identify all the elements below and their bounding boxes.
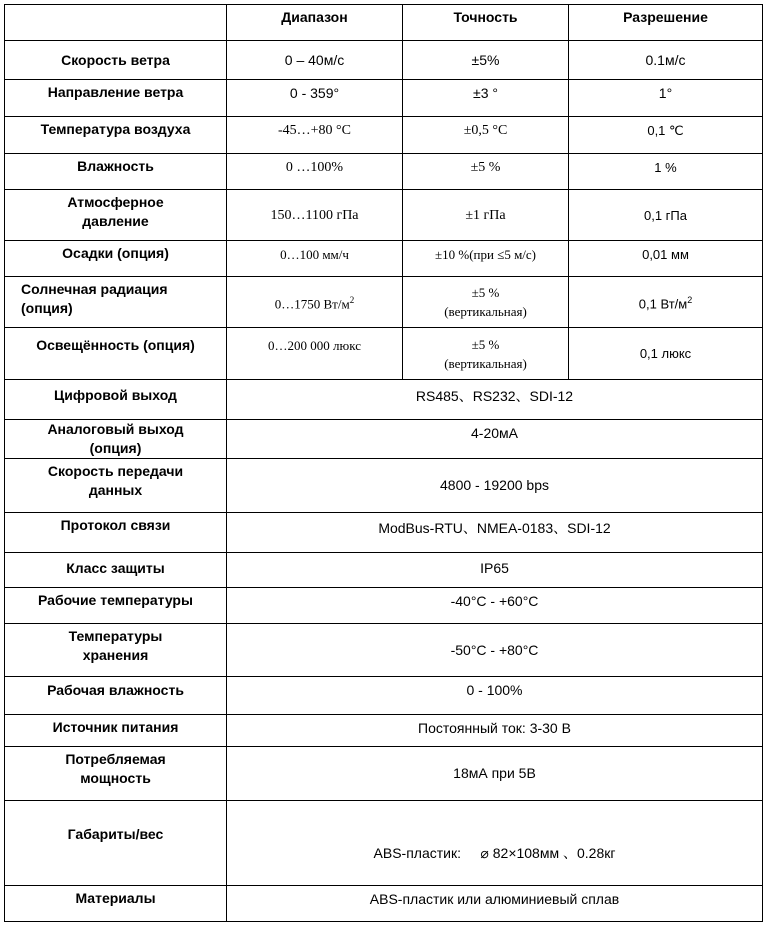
table-row: [5, 624, 763, 677]
accuracy-line-1: ±5 %: [471, 285, 500, 300]
row-label: [5, 190, 227, 241]
range-value: [227, 277, 403, 328]
accuracy-line-2: (вертикальная): [444, 304, 527, 319]
resolution-value: 0,01 мм: [569, 241, 763, 277]
range-value: 0 - 359°: [227, 80, 403, 117]
row-label: Рабочая влажность: [5, 677, 227, 715]
spec-value: Постоянный ток: 3-30 В: [227, 715, 763, 747]
table-row: [5, 190, 763, 241]
table-row: [5, 154, 763, 190]
accuracy-value: ±1 гПа: [403, 190, 569, 241]
table-row: [5, 677, 763, 715]
specifications-table: [4, 4, 763, 922]
range-value: 0…200 000 люкс: [227, 328, 403, 380]
accuracy-line-2: (вертикальная): [444, 355, 527, 371]
row-label: Протокол связи: [5, 513, 227, 553]
row-label-line-1: Атмосферное: [67, 194, 164, 210]
superscript: 2: [687, 294, 693, 305]
table-row: [5, 277, 763, 328]
row-label: [5, 277, 227, 328]
row-label-line-2: данных: [88, 482, 143, 498]
table-row: [5, 459, 763, 513]
table-row: [5, 801, 763, 886]
row-label-line-2: (опция): [21, 300, 73, 316]
resolution-value: 1 %: [569, 154, 763, 190]
superscript: 2: [349, 294, 355, 305]
range-value: 150…1100 гПа: [227, 190, 403, 241]
table-row: [5, 553, 763, 588]
table-row: [5, 41, 763, 80]
row-label: Осадки (опция): [5, 241, 227, 277]
resolution-value: 0.1м/с: [569, 41, 763, 80]
header-resolution: Разрешение: [569, 5, 763, 41]
row-label: [5, 747, 227, 801]
row-label: [5, 459, 227, 513]
row-label: Класс защиты: [5, 553, 227, 588]
spec-value: ABS-пластик или алюминиевый сплав: [227, 886, 763, 922]
row-label: Цифровой выход: [5, 380, 227, 420]
spec-value: 4-20мА: [227, 420, 763, 459]
row-label: Материалы: [5, 886, 227, 922]
row-label: Источник питания: [5, 715, 227, 747]
spec-value: ABS-пластик: ⌀ 82×108мм 、0.28кг: [227, 801, 763, 886]
row-label: Влажность: [5, 154, 227, 190]
row-label-line-1: Потребляемая: [65, 751, 166, 767]
row-label-line-1: Температуры: [68, 628, 163, 644]
row-label-line-1: Скорость передачи: [47, 463, 184, 479]
accuracy-value: ±3 °: [403, 80, 569, 117]
header-range: Диапазон: [227, 5, 403, 41]
spec-value: -50°C - +80°C: [227, 624, 763, 677]
table-row: [5, 886, 763, 922]
resolution-value-base: 0,1 Вт/м: [638, 296, 688, 312]
accuracy-value: [403, 277, 569, 328]
accuracy-value: ±10 %(при ≤5 м/с): [403, 241, 569, 277]
range-value-base: 0…1750 Вт/м: [274, 296, 350, 312]
range-value: -45…+80 °C: [227, 117, 403, 154]
spec-value: 18мА при 5В: [227, 747, 763, 801]
row-label-line-2: (опция): [89, 440, 142, 456]
row-label: Освещённость (опция): [5, 328, 227, 380]
table-row: [5, 588, 763, 624]
table-row: [5, 241, 763, 277]
spec-value: ModBus-RTU、NMEA-0183、SDI-12: [227, 513, 763, 553]
header-accuracy: Точность: [403, 5, 569, 41]
table-row: [5, 117, 763, 154]
range-value: 0…100 мм/ч: [227, 241, 403, 277]
spec-value: RS485、RS232、SDI-12: [227, 380, 763, 420]
resolution-value: 0,1 гПа: [569, 190, 763, 241]
row-label: [5, 420, 227, 459]
spec-value: 0 - 100%: [227, 677, 763, 715]
resolution-value: 0,1 ℃: [569, 117, 763, 154]
accuracy-line-1: ±5 %: [471, 336, 500, 352]
spec-value: IP65: [227, 553, 763, 588]
accuracy-value: ±5 %: [403, 154, 569, 190]
row-label: Габариты/вес: [5, 801, 227, 886]
row-label-line-2: давление: [82, 213, 149, 229]
table-row: [5, 80, 763, 117]
row-label: Температура воздуха: [5, 117, 227, 154]
resolution-value: 0,1 люкс: [569, 328, 763, 380]
header-row: [5, 5, 763, 41]
row-label-line-2: хранения: [82, 647, 149, 663]
table-row: [5, 513, 763, 553]
table-row: [5, 328, 763, 380]
range-value: 0 – 40м/с: [227, 41, 403, 80]
accuracy-value: ±5%: [403, 41, 569, 80]
row-label: [5, 624, 227, 677]
row-label-line-1: Солнечная радиация: [21, 281, 168, 297]
header-empty: [5, 5, 227, 41]
row-label-line-2: мощность: [80, 770, 151, 786]
spec-value: -40°C - +60°C: [227, 588, 763, 624]
table-row: [5, 747, 763, 801]
range-value: 0 …100%: [227, 154, 403, 190]
spec-value: 4800 - 19200 bps: [227, 459, 763, 513]
accuracy-value: [403, 328, 569, 380]
table-row: [5, 715, 763, 747]
row-label: Направление ветра: [5, 80, 227, 117]
table-row: [5, 380, 763, 420]
resolution-value: [569, 277, 763, 328]
table-row: [5, 420, 763, 459]
row-label: Рабочие температуры: [5, 588, 227, 624]
row-label-line-1: Аналоговый выход: [47, 421, 184, 437]
accuracy-value: ±0,5 °C: [403, 117, 569, 154]
resolution-value: 1°: [569, 80, 763, 117]
row-label: Скорость ветра: [5, 41, 227, 80]
